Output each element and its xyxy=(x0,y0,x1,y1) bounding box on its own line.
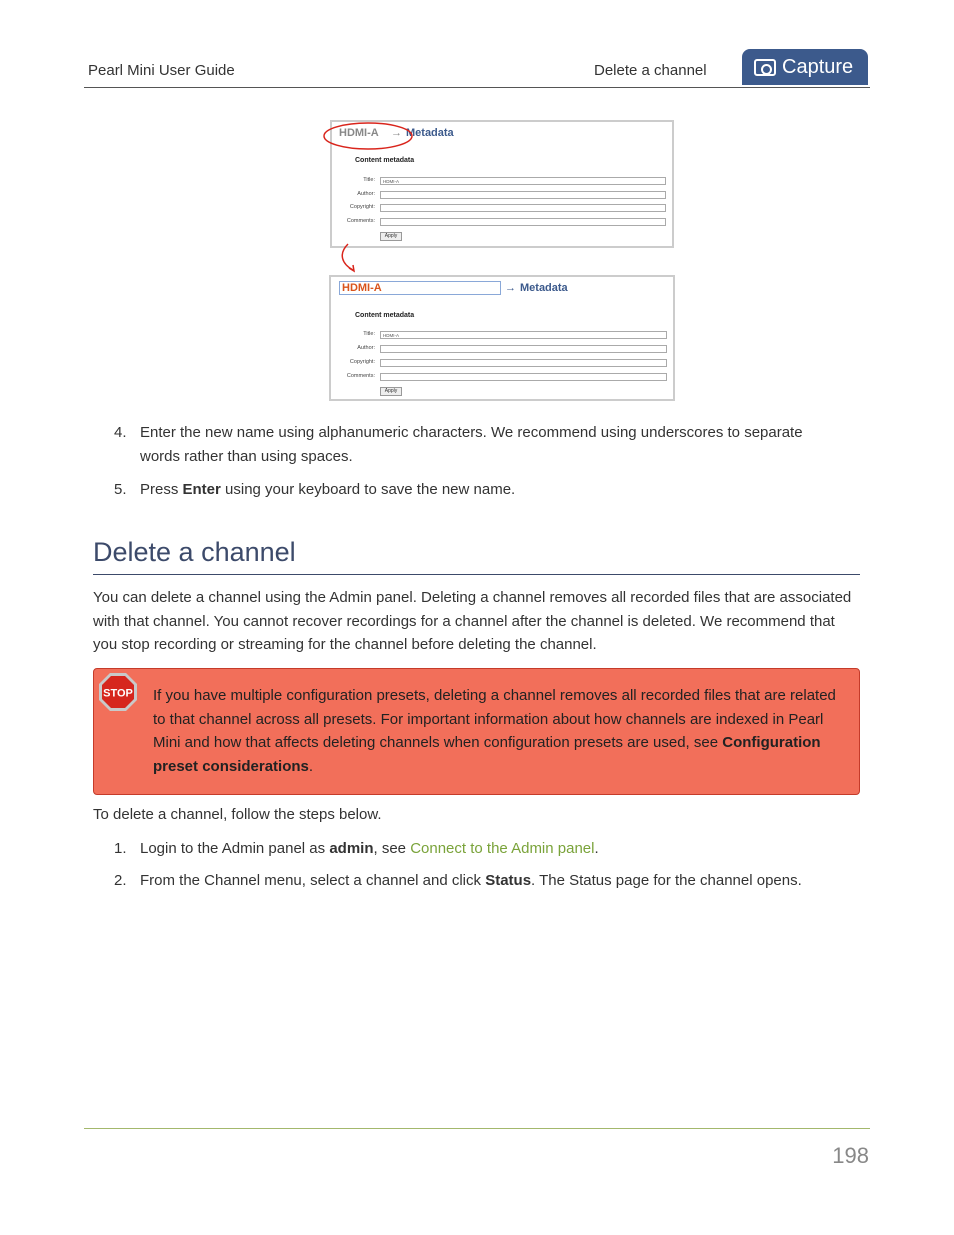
step-number: 4. xyxy=(114,424,127,441)
comments-label: Comments: xyxy=(346,373,375,379)
copyright-label: Copyright: xyxy=(349,359,375,365)
camera-icon xyxy=(754,59,776,76)
heading-divider xyxy=(93,574,860,575)
highlight-ellipse xyxy=(324,123,412,149)
section-title: Delete a channel xyxy=(594,62,707,79)
step-number: 5. xyxy=(114,481,127,498)
intro-paragraph: You can delete a channel using the Admin panel. Deleting a channel removes all recorded files that are associated with that channel. You cannot recover recordings for a channel after the channel is deleted. We recommend that you stop recording or streaming for the channel before deleting the channel. xyxy=(93,589,852,653)
callout-arrow-head xyxy=(349,265,354,271)
title-label: Title: xyxy=(363,331,375,337)
screenshot-after xyxy=(329,275,675,401)
apply-button: Apply xyxy=(380,387,402,396)
title-label: Title: xyxy=(363,177,375,183)
content-metadata-heading: Content metadata xyxy=(355,312,415,319)
step-text: Enter the new name using alphanumeric characters. We recommend using underscores to separate words rather than using spaces. xyxy=(140,424,803,465)
author-label: Author: xyxy=(357,345,375,351)
steps-intro: To delete a channel, follow the steps below. xyxy=(93,806,382,823)
stop-sign-icon xyxy=(98,672,138,712)
footer-divider xyxy=(84,1128,870,1129)
connect-admin-panel-link[interactable]: Connect to the Admin panel xyxy=(410,840,595,857)
breadcrumb-channel: HDMI-A xyxy=(339,127,379,139)
enter-key-bold: Enter xyxy=(182,481,221,498)
title-field: HDMI-A xyxy=(380,331,667,339)
content-metadata-heading: Content metadata xyxy=(355,157,415,164)
comments-label: Comments: xyxy=(346,218,375,224)
step-number: 2. xyxy=(114,872,127,889)
step-number: 1. xyxy=(114,840,127,857)
apply-button: Apply xyxy=(380,232,402,241)
breadcrumb-arrow: → xyxy=(505,282,516,294)
channel-name-input: HDMI-A xyxy=(339,281,501,295)
title-field: HDMI-A xyxy=(380,177,666,185)
page-number: 198 xyxy=(832,1143,869,1168)
comments-field xyxy=(380,373,667,381)
stop-sign-label: STOP xyxy=(103,687,133,700)
section-heading: Delete a channel xyxy=(93,537,296,567)
copyright-field xyxy=(380,359,667,367)
breadcrumb-metadata: Metadata xyxy=(406,127,454,139)
copyright-label: Copyright: xyxy=(349,204,375,210)
preset-considerations-link[interactable]: Configuration preset considerations xyxy=(153,734,821,775)
header-divider xyxy=(84,87,870,88)
callout-arrow xyxy=(342,244,353,270)
callout-annotation xyxy=(320,118,430,278)
status-bold: Status xyxy=(485,872,532,889)
author-field xyxy=(380,345,667,353)
step-text: Press Enter using your keyboard to save the new name. xyxy=(140,481,516,498)
breadcrumb-arrow: → xyxy=(391,127,402,139)
step-text: From the Channel menu, select a channel and click Status. The Status page for the channel opens. xyxy=(140,872,802,889)
capture-tab xyxy=(742,49,868,85)
step-text: Login to the Admin panel as admin, see Connect to the Admin panel. xyxy=(140,840,599,857)
guide-title: Pearl Mini User Guide xyxy=(88,62,235,79)
capture-tab-label: Capture xyxy=(782,55,854,78)
admin-bold: admin xyxy=(329,840,374,857)
warning-text: If you have multiple configuration presets, deleting a channel removes all recorded files that are related to that channel across all presets. For important information about how channels are indexed in Pearl Mini and how that affects deleting channels when configuration presets are used, see Configuration preset considerations. xyxy=(153,687,836,775)
author-label: Author: xyxy=(357,191,375,197)
breadcrumb-metadata: Metadata xyxy=(520,282,568,294)
